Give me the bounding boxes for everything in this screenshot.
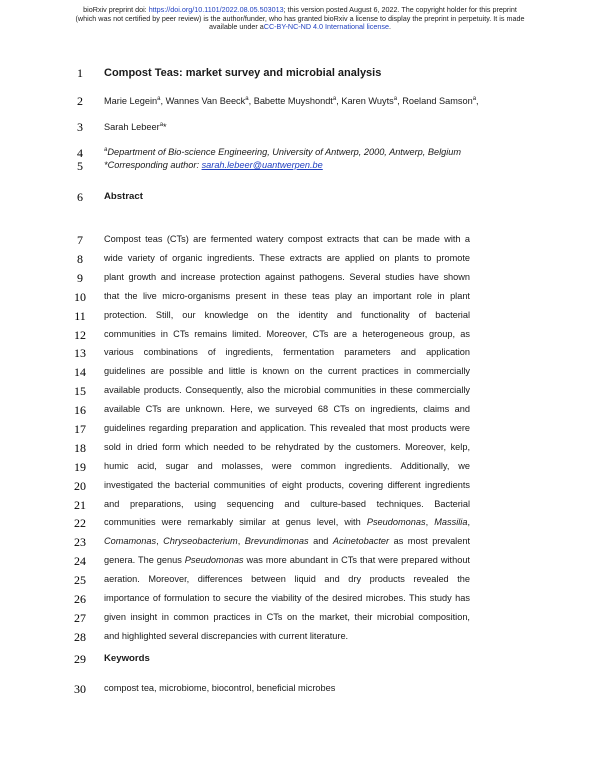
line-number: 25 [74, 573, 86, 587]
author-list: Marie Legein$^a$, Wannes Van Beeck$^a$, Babette Muyshondt$^a$, Karen Wuyts$^a$, Roeland Samson$^a$, [104, 95, 479, 106]
header-line-1: bioRxiv preprint doi: https://doi.org/10.1101/2022.08.05.503013; this version posted August 6, 2022. The copyright holder for this preprint [83, 5, 517, 14]
genus-name: Pseudomonas [366, 517, 426, 527]
line-number: 12 [74, 328, 86, 342]
abstract-line: various combinations of ingredients, fermentation parameters and application [104, 347, 470, 357]
line-number: 28 [74, 630, 86, 644]
corresponding-author: *Corresponding author: sarah.lebeer@uantwerpen.be [104, 160, 323, 170]
line-number: 16 [74, 403, 86, 417]
line-number: 3 [77, 120, 83, 134]
line-number: 15 [74, 384, 86, 398]
abstract-line: sold in dried form which needed to be rehydrated by the customers. Moreover, kelp, [104, 442, 470, 452]
preprint-header [20, 6, 580, 32]
abstract-line: protection. Still, our knowledge on the identity and functionality of bacterial [104, 310, 470, 320]
affiliation: $^a$Department of Bio-science Engineering, University of Antwerp, 2000, Antwerp, Belgium [104, 146, 462, 157]
line-number: 1 [77, 66, 83, 80]
line-number: 10 [74, 290, 86, 304]
doi-link[interactable]: https://doi.org/10.1101/2022.08.05.503013 [148, 5, 284, 14]
author-list-line-2: Sarah Lebeer$^a$* [104, 121, 167, 132]
abstract-line: aeration. Moreover, differences between liquid and dry products revealed the [104, 574, 470, 584]
abstract-line: importance of formulation to secure the viability of the desired microbes. This study has [104, 593, 470, 603]
keywords-heading: Keywords [104, 653, 150, 664]
abstract-line: that the live micro-organisms present in these teas play an important role in plant [104, 291, 470, 301]
line-number: 22 [74, 516, 86, 530]
line-number: 17 [74, 422, 86, 436]
abstract-line: and highlighted several discrepancies with current literature. [104, 631, 349, 641]
line-number: 30 [74, 682, 86, 696]
abstract-line: investigated the bacterial communities of eight products, covering different ingredients [104, 480, 470, 490]
abstract-line: available products. Consequently, also the microbial communities in these commercially [104, 385, 470, 395]
abstract-line: wide variety of organic ingredients. These extracts are applied on plants to promote [104, 253, 470, 263]
line-number: 11 [74, 309, 86, 323]
line-number: 21 [74, 498, 86, 512]
abstract-line: guidelines are possible and little is known on the current practices in commercially [104, 366, 470, 376]
abstract-line: communities were remarkably similar at genus level, with Pseudomonas, Massilia, [104, 517, 470, 527]
line-number: 20 [74, 479, 86, 493]
genus-name: Chryseobacterium [163, 536, 238, 546]
author-email-link[interactable]: sarah.lebeer@uantwerpen.be [201, 160, 323, 170]
line-number: 13 [74, 346, 86, 360]
abstract-heading: Abstract [104, 191, 143, 202]
abstract-line: genera. The genus Pseudomonas was more abundant in CTs that were prepared without [104, 555, 470, 565]
genus-name: Acinetobacter [332, 536, 390, 546]
line-number: 24 [74, 554, 86, 568]
abstract-line: humic acid, sugar and molasses, were common ingredients. Additionally, we [104, 461, 470, 471]
abstract-line: communities in CTs remains limited. Moreover, CTs are a heterogeneous group, as [104, 329, 470, 339]
abstract-line: plant growth and increase protection against pathogens. Several studies have shown [104, 272, 470, 282]
abstract-line: and preparations, using sequencing and culture-based techniques. Bacterial [104, 499, 470, 509]
line-number: 4 [77, 146, 83, 160]
line-number: 7 [77, 233, 83, 247]
line-number: 6 [77, 190, 83, 204]
genus-name: Brevundimonas [244, 536, 309, 546]
abstract-line: given insight in common practices in CTs on the market, their microbial composition, [104, 612, 470, 622]
genus-name: Pseudomonas [184, 555, 244, 565]
line-number: 5 [77, 159, 83, 173]
genus-name: Massilia [434, 517, 468, 527]
license-link[interactable]: CC-BY-NC-ND 4.0 International license [263, 22, 389, 32]
line-number: 8 [77, 252, 83, 266]
abstract-line: available CTs are unknown. Here, we surveyed 68 CTs on ingredients, claims and [104, 404, 470, 414]
line-number: 14 [74, 365, 86, 379]
abstract-line: guidelines regarding preparation and application. This revealed that most products were [104, 423, 470, 433]
keywords-list: compost tea, microbiome, biocontrol, beneficial microbes [104, 683, 336, 693]
paper-title: Compost Teas: market survey and microbial analysis [104, 67, 382, 79]
line-number: 23 [74, 535, 86, 549]
genus-name: Comamonas [104, 536, 157, 546]
line-number: 29 [74, 652, 86, 666]
line-number: 19 [74, 460, 86, 474]
line-number: 27 [74, 611, 86, 625]
header-line-3: available under aCC-BY-NC-ND 4.0 International license. [209, 22, 391, 32]
header-line-2: (which was not certified by peer review) is the author/funder, who has granted bioRxiv a license to display the preprint in perpetuity. It is made [75, 13, 525, 23]
abstract-line: Comamonas, Chryseobacterium, Brevundimonas and Acinetobacter as most prevalent [104, 536, 470, 546]
line-number: 18 [74, 441, 86, 455]
line-number: 26 [74, 592, 86, 606]
line-number: 2 [77, 94, 83, 108]
line-number: 9 [77, 271, 83, 285]
abstract-line: Compost teas (CTs) are fermented watery compost extracts that can be made with a [104, 234, 470, 244]
